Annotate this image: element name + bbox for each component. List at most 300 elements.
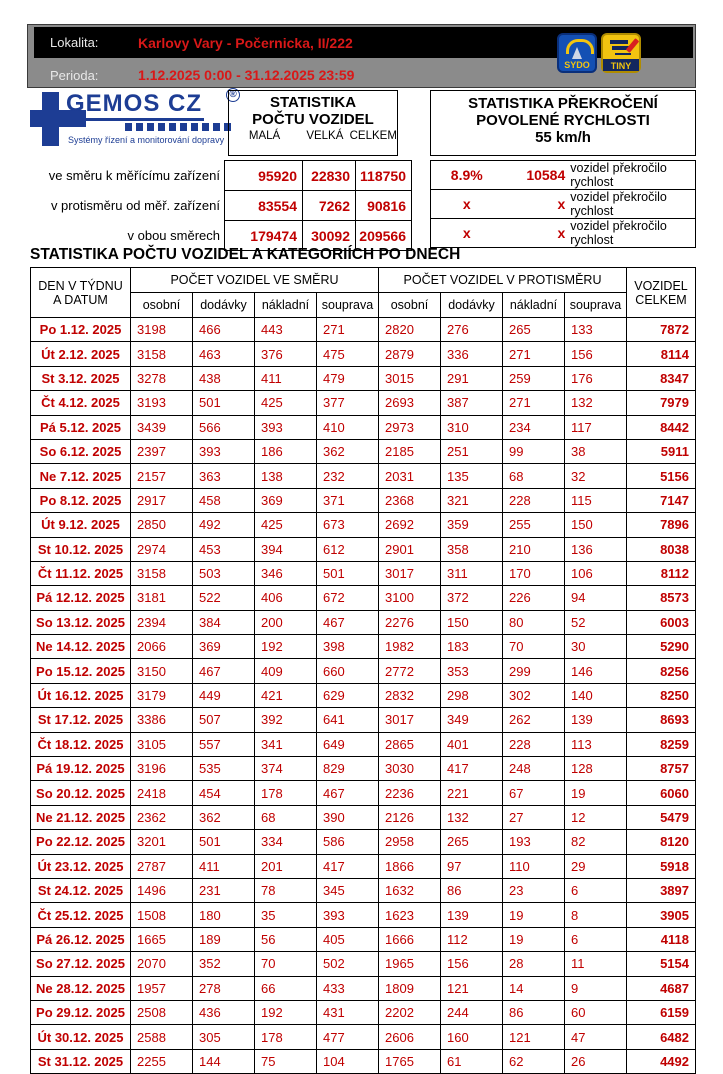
vehicle-count-cell: 160 [441, 1025, 503, 1049]
vehicle-count-cell: 501 [317, 561, 379, 585]
vehicle-count-cell: 345 [317, 878, 379, 902]
summary-label-both: v obou směrech [127, 227, 220, 243]
speed-suffix-text: vozidel překročilo rychlost [570, 190, 667, 218]
vehicle-count-cell: 121 [503, 1025, 565, 1049]
vehicle-count-cell: 2958 [379, 830, 441, 854]
daily-total-cell: 5918 [627, 854, 696, 878]
vehicle-count-cell: 673 [317, 513, 379, 537]
vehicle-count-cell: 3017 [379, 708, 441, 732]
day-date-cell: Pá 12.12. 2025 [31, 586, 131, 610]
col-header-celkem: CELKEM [349, 130, 397, 142]
vehicle-count-cell: 2832 [379, 683, 441, 707]
speed-box-line1: STATISTIKA PŘEKROČENÍ [468, 95, 658, 112]
vehicle-count-cell: 3158 [131, 561, 193, 585]
day-date-cell: Čt 25.12. 2025 [31, 903, 131, 927]
vehicle-count-cell: 2066 [131, 635, 193, 659]
vehicle-count-cell: 67 [503, 781, 565, 805]
vehicle-count-cell: 192 [255, 635, 317, 659]
table-row [31, 927, 696, 951]
vehicle-count-cell: 61 [441, 1049, 503, 1073]
vehicle-count-cell: 421 [255, 683, 317, 707]
vehicle-count-cell: 310 [441, 415, 503, 439]
day-date-cell: Ne 21.12. 2025 [31, 805, 131, 829]
vehicle-count-cell: 193 [503, 830, 565, 854]
vehicle-count-cell: 56 [255, 927, 317, 951]
vehicle-count-cell: 2185 [379, 439, 441, 463]
vehicle-count-cell: 2418 [131, 781, 193, 805]
vehicle-count-cell: 156 [441, 952, 503, 976]
vehicle-count-cell: 387 [441, 391, 503, 415]
speed-row [430, 160, 696, 190]
speed-limit-value: 55 km/h [535, 129, 591, 146]
daily-total-cell: 8442 [627, 415, 696, 439]
vehicle-count-cell: 99 [503, 439, 565, 463]
table-row [31, 976, 696, 1000]
sydo-logo-icon [557, 33, 597, 73]
vehicle-count-cell: 133 [565, 318, 627, 342]
vehicle-count-cell: 2772 [379, 659, 441, 683]
header-group-opposite: POČET VOZIDEL V PROTISMĚRU [379, 268, 627, 293]
vehicle-count-cell: 2255 [131, 1049, 193, 1073]
vehicle-count-cell: 358 [441, 537, 503, 561]
daily-total-cell: 5911 [627, 439, 696, 463]
vehicle-count-cell: 234 [503, 415, 565, 439]
day-date-cell: So 27.12. 2025 [31, 952, 131, 976]
day-date-cell: Pá 5.12. 2025 [31, 415, 131, 439]
count-velka: 30092 [303, 221, 356, 251]
daily-total-cell: 7896 [627, 513, 696, 537]
count-mala: 83554 [225, 191, 303, 221]
vehicle-count-cell: 117 [565, 415, 627, 439]
gemos-dashes-decoration [125, 123, 235, 131]
day-date-cell: Ne 7.12. 2025 [31, 464, 131, 488]
daily-total-cell: 6003 [627, 610, 696, 634]
day-date-cell: Út 9.12. 2025 [31, 513, 131, 537]
vehicle-count-cell: 463 [193, 342, 255, 366]
vehicle-count-cell: 2692 [379, 513, 441, 537]
vehicle-count-cell: 411 [255, 366, 317, 390]
table-row [31, 415, 696, 439]
count-mala: 179474 [225, 221, 303, 251]
sydo-label: SYDO [564, 60, 590, 70]
vehicle-count-cell: 458 [193, 488, 255, 512]
vehicle-count-cell: 231 [193, 878, 255, 902]
vehicle-count-cell: 492 [193, 513, 255, 537]
vehicle-count-cell: 35 [255, 903, 317, 927]
table-header-row [31, 268, 696, 293]
registered-mark: ® [226, 88, 240, 102]
vehicle-count-cell: 32 [565, 464, 627, 488]
vehicle-count-cell: 374 [255, 757, 317, 781]
vehicle-count-cell: 19 [565, 781, 627, 805]
vehicle-count-cell: 86 [441, 878, 503, 902]
vehicle-count-cell: 362 [317, 439, 379, 463]
subcol-header: souprava [317, 293, 379, 318]
vehicle-count-cell: 2974 [131, 537, 193, 561]
day-date-cell: Po 15.12. 2025 [31, 659, 131, 683]
vehicle-count-cell: 265 [503, 318, 565, 342]
vehicle-count-cell: 104 [317, 1049, 379, 1073]
daily-table [30, 267, 696, 1074]
vehicle-count-cell: 189 [193, 927, 255, 951]
vehicle-count-cell: 94 [565, 586, 627, 610]
vehicle-count-cell: 405 [317, 927, 379, 951]
vehicle-count-cell: 291 [441, 366, 503, 390]
table-row [31, 1025, 696, 1049]
vehicle-count-cell: 352 [193, 952, 255, 976]
vehicle-count-cell: 394 [255, 537, 317, 561]
vehicle-count-cell: 75 [255, 1049, 317, 1073]
vehicle-count-cell: 369 [193, 635, 255, 659]
vehicle-count-cell: 3158 [131, 342, 193, 366]
subcol-header: osobní [379, 293, 441, 318]
count-celkem: 118750 [356, 161, 412, 191]
vehicle-count-cell: 232 [317, 464, 379, 488]
tiny-label: TINY [610, 61, 632, 71]
day-date-cell: Čt 18.12. 2025 [31, 732, 131, 756]
vehicle-count-cell: 38 [565, 439, 627, 463]
vehicle-count-cell: 477 [317, 1025, 379, 1049]
vehicle-count-cell: 1982 [379, 635, 441, 659]
table-row [31, 805, 696, 829]
vehicle-count-cell: 140 [565, 683, 627, 707]
vehicle-count-cell: 170 [503, 561, 565, 585]
vehicle-count-cell: 371 [317, 488, 379, 512]
vehicle-count-cell: 334 [255, 830, 317, 854]
day-date-cell: So 20.12. 2025 [31, 781, 131, 805]
vehicle-count-cell: 346 [255, 561, 317, 585]
vehicle-count-cell: 3196 [131, 757, 193, 781]
vehicle-count-cell: 501 [193, 830, 255, 854]
speed-row [430, 218, 696, 248]
daily-total-cell: 7147 [627, 488, 696, 512]
vehicle-count-cell: 535 [193, 757, 255, 781]
vehicle-count-cell: 3439 [131, 415, 193, 439]
vehicle-count-cell: 353 [441, 659, 503, 683]
vehicle-count-cell: 2973 [379, 415, 441, 439]
lokalita-label: Lokalita: [50, 35, 99, 50]
day-date-cell: Po 1.12. 2025 [31, 318, 131, 342]
vehicle-count-cell: 228 [503, 488, 565, 512]
table-row [31, 878, 696, 902]
vehicle-count-cell: 321 [441, 488, 503, 512]
vehicle-count-cell: 1765 [379, 1049, 441, 1073]
vehicle-count-cell: 2362 [131, 805, 193, 829]
count-box-column-headers [229, 130, 397, 142]
vehicle-count-cell: 28 [503, 952, 565, 976]
vehicle-count-cell: 156 [565, 342, 627, 366]
day-date-cell: St 31.12. 2025 [31, 1049, 131, 1073]
vehicle-count-cell: 200 [255, 610, 317, 634]
vehicle-count-cell: 19 [503, 903, 565, 927]
vehicle-count-cell: 372 [441, 586, 503, 610]
col-header-velka: VELKÁ [306, 130, 344, 142]
speed-stats-box [430, 90, 696, 156]
vehicle-count-cell: 3100 [379, 586, 441, 610]
vehicle-count-cell: 201 [255, 854, 317, 878]
subcol-header: nákladní [255, 293, 317, 318]
vehicle-count-cell: 6 [565, 878, 627, 902]
speed-suffix-text: vozidel překročilo rychlost [570, 161, 667, 189]
vehicle-count-cell: 11 [565, 952, 627, 976]
vehicle-count-cell: 271 [317, 318, 379, 342]
vehicle-count-box [228, 90, 398, 156]
vehicle-count-cell: 431 [317, 1000, 379, 1024]
vehicle-count-cell: 586 [317, 830, 379, 854]
table-subheader-row [31, 293, 696, 318]
sydo-road-icon [572, 47, 582, 59]
vehicle-count-cell: 115 [565, 488, 627, 512]
table-row [31, 586, 696, 610]
day-date-cell: Út 2.12. 2025 [31, 342, 131, 366]
vehicle-count-cell: 226 [503, 586, 565, 610]
vehicle-count-cell: 1496 [131, 878, 193, 902]
vehicle-count-cell: 2917 [131, 488, 193, 512]
subcol-header: souprava [565, 293, 627, 318]
gemos-tagline: Systémy řízení a monitorování dopravy [68, 135, 225, 145]
vehicle-count-cell: 60 [565, 1000, 627, 1024]
vehicle-count-cell: 302 [503, 683, 565, 707]
vehicle-count-cell: 221 [441, 781, 503, 805]
daily-total-cell: 5290 [627, 635, 696, 659]
daily-total-cell: 6482 [627, 1025, 696, 1049]
vehicle-count-cell: 401 [441, 732, 503, 756]
vehicle-count-cell: 2236 [379, 781, 441, 805]
vehicle-count-cell: 336 [441, 342, 503, 366]
vehicle-count-cell: 244 [441, 1000, 503, 1024]
vehicle-count-cell: 305 [193, 1025, 255, 1049]
vehicle-count-cell: 255 [503, 513, 565, 537]
vehicle-count-cell: 3179 [131, 683, 193, 707]
tiny-logo-icon [601, 33, 641, 73]
vehicle-count-cell: 265 [441, 830, 503, 854]
day-date-cell: So 13.12. 2025 [31, 610, 131, 634]
table-row [31, 610, 696, 634]
table-row [31, 854, 696, 878]
table-row [225, 191, 412, 221]
table-row [31, 635, 696, 659]
daily-total-cell: 8347 [627, 366, 696, 390]
count-mala: 95920 [225, 161, 303, 191]
count-velka: 7262 [303, 191, 356, 221]
table-row [31, 757, 696, 781]
day-date-cell: Út 23.12. 2025 [31, 854, 131, 878]
table-row [31, 342, 696, 366]
vehicle-count-cell: 2606 [379, 1025, 441, 1049]
vehicle-count-cell: 29 [565, 854, 627, 878]
daily-total-cell: 6159 [627, 1000, 696, 1024]
speed-count: x [557, 225, 566, 241]
table-row [31, 513, 696, 537]
vehicle-count-cell: 121 [441, 976, 503, 1000]
table-row [31, 318, 696, 342]
vehicle-count-cell: 113 [565, 732, 627, 756]
vehicle-count-cell: 12 [565, 805, 627, 829]
speed-row [430, 189, 696, 219]
daily-total-cell: 8693 [627, 708, 696, 732]
day-date-cell: Čt 4.12. 2025 [31, 391, 131, 415]
vehicle-count-cell: 522 [193, 586, 255, 610]
vehicle-count-cell: 449 [193, 683, 255, 707]
table-row [31, 439, 696, 463]
vehicle-count-cell: 3181 [131, 586, 193, 610]
vehicle-count-cell: 503 [193, 561, 255, 585]
speed-percent: x [462, 196, 471, 212]
vehicle-count-cell: 649 [317, 732, 379, 756]
vehicle-count-cell: 612 [317, 537, 379, 561]
table-row [31, 659, 696, 683]
summary-label-direction: ve směru k měřícímu zařízení [48, 167, 220, 183]
gemos-logo-text: GEMOS CZ [64, 90, 204, 121]
table-row [31, 391, 696, 415]
vehicle-count-cell: 393 [193, 439, 255, 463]
daily-total-cell: 4492 [627, 1049, 696, 1073]
vehicle-count-cell: 2787 [131, 854, 193, 878]
vehicle-count-cell: 2126 [379, 805, 441, 829]
vehicle-count-cell: 271 [503, 342, 565, 366]
daily-table-title: STATISTIKA POČTU VOZIDEL A KATEGORIÍCH PO DNECH [30, 246, 461, 263]
vehicle-count-cell: 2368 [379, 488, 441, 512]
vehicle-count-cell: 52 [565, 610, 627, 634]
subcol-header: osobní [131, 293, 193, 318]
vehicle-count-cell: 1957 [131, 976, 193, 1000]
vehicle-count-cell: 479 [317, 366, 379, 390]
vehicle-count-cell: 2031 [379, 464, 441, 488]
vehicle-count-cell: 251 [441, 439, 503, 463]
vehicle-count-cell: 2202 [379, 1000, 441, 1024]
vehicle-count-cell: 110 [503, 854, 565, 878]
table-row [31, 708, 696, 732]
daily-total-cell: 8259 [627, 732, 696, 756]
vehicle-count-cell: 1632 [379, 878, 441, 902]
header-day-date: DEN V TÝDNU A DATUM [31, 268, 131, 318]
vehicle-count-cell: 3017 [379, 561, 441, 585]
vehicle-count-cell: 3150 [131, 659, 193, 683]
vehicle-count-cell: 62 [503, 1049, 565, 1073]
vehicle-count-cell: 3193 [131, 391, 193, 415]
vehicle-count-cell: 228 [503, 732, 565, 756]
vehicle-count-cell: 672 [317, 586, 379, 610]
vehicle-count-cell: 409 [255, 659, 317, 683]
daily-total-cell: 4687 [627, 976, 696, 1000]
daily-total-cell: 7979 [627, 391, 696, 415]
daily-total-cell: 8114 [627, 342, 696, 366]
daily-total-cell: 5479 [627, 805, 696, 829]
table-row [31, 1049, 696, 1073]
vehicle-count-cell: 132 [441, 805, 503, 829]
subcol-header: dodávky [441, 293, 503, 318]
daily-total-cell: 3897 [627, 878, 696, 902]
speed-count: x [557, 196, 566, 212]
vehicle-count-cell: 507 [193, 708, 255, 732]
vehicle-count-cell: 369 [255, 488, 317, 512]
vehicle-count-cell: 406 [255, 586, 317, 610]
vehicle-count-cell: 377 [317, 391, 379, 415]
vehicle-count-cell: 176 [565, 366, 627, 390]
vehicle-count-cell: 438 [193, 366, 255, 390]
vehicle-count-cell: 278 [193, 976, 255, 1000]
day-date-cell: Ne 14.12. 2025 [31, 635, 131, 659]
vehicle-count-cell: 97 [441, 854, 503, 878]
count-box-title-line1: STATISTIKA [269, 94, 357, 111]
vehicle-count-cell: 14 [503, 976, 565, 1000]
daily-total-cell: 3905 [627, 903, 696, 927]
table-row [31, 781, 696, 805]
table-row [31, 732, 696, 756]
speed-suffix-text: vozidel překročilo rychlost [570, 219, 667, 247]
vehicle-count-cell: 144 [193, 1049, 255, 1073]
vehicle-count-cell: 47 [565, 1025, 627, 1049]
vehicle-count-cell: 1623 [379, 903, 441, 927]
day-date-cell: Út 16.12. 2025 [31, 683, 131, 707]
vehicle-count-cell: 393 [317, 903, 379, 927]
vehicle-count-cell: 2901 [379, 537, 441, 561]
vehicle-count-cell: 425 [255, 391, 317, 415]
vehicle-count-cell: 341 [255, 732, 317, 756]
vehicle-count-cell: 566 [193, 415, 255, 439]
vehicle-count-cell: 139 [441, 903, 503, 927]
count-celkem: 90816 [356, 191, 412, 221]
day-date-cell: St 24.12. 2025 [31, 878, 131, 902]
vehicle-count-cell: 27 [503, 805, 565, 829]
day-date-cell: St 3.12. 2025 [31, 366, 131, 390]
vehicle-count-cell: 150 [441, 610, 503, 634]
vehicle-count-cell: 30 [565, 635, 627, 659]
vehicle-count-cell: 467 [317, 610, 379, 634]
header-total: VOZIDEL CELKEM [627, 268, 696, 318]
col-header-mala: MALÁ [248, 130, 281, 142]
vehicle-count-cell: 70 [255, 952, 317, 976]
vehicle-count-cell: 259 [503, 366, 565, 390]
vehicle-count-cell: 3386 [131, 708, 193, 732]
vehicle-count-cell: 1665 [131, 927, 193, 951]
vehicle-count-cell: 136 [565, 537, 627, 561]
daily-total-cell: 8120 [627, 830, 696, 854]
vehicle-count-cell: 3105 [131, 732, 193, 756]
speed-percent: 8.9% [450, 167, 483, 183]
daily-total-cell: 4118 [627, 927, 696, 951]
day-date-cell: Po 8.12. 2025 [31, 488, 131, 512]
vehicle-count-cell: 2693 [379, 391, 441, 415]
daily-total-cell: 8573 [627, 586, 696, 610]
vehicle-count-cell: 466 [193, 318, 255, 342]
vehicle-count-cell: 3201 [131, 830, 193, 854]
vehicle-count-cell: 146 [565, 659, 627, 683]
day-date-cell: Pá 19.12. 2025 [31, 757, 131, 781]
table-row [31, 488, 696, 512]
vehicle-count-cell: 178 [255, 781, 317, 805]
vehicle-count-cell: 106 [565, 561, 627, 585]
vehicle-count-cell: 178 [255, 1025, 317, 1049]
vehicle-count-cell: 1809 [379, 976, 441, 1000]
perioda-label: Perioda: [50, 67, 99, 83]
daily-total-cell: 5154 [627, 952, 696, 976]
vehicle-count-cell: 132 [565, 391, 627, 415]
vehicle-count-cell: 2394 [131, 610, 193, 634]
vehicle-count-cell: 392 [255, 708, 317, 732]
daily-total-cell: 7872 [627, 318, 696, 342]
vehicle-count-cell: 82 [565, 830, 627, 854]
vehicle-count-cell: 2588 [131, 1025, 193, 1049]
vehicle-count-cell: 467 [193, 659, 255, 683]
vehicle-count-cell: 112 [441, 927, 503, 951]
vehicle-count-cell: 376 [255, 342, 317, 366]
vehicle-count-cell: 2879 [379, 342, 441, 366]
subcol-header: nákladní [503, 293, 565, 318]
vehicle-count-cell: 362 [193, 805, 255, 829]
day-date-cell: Po 22.12. 2025 [31, 830, 131, 854]
vehicle-count-cell: 6 [565, 927, 627, 951]
